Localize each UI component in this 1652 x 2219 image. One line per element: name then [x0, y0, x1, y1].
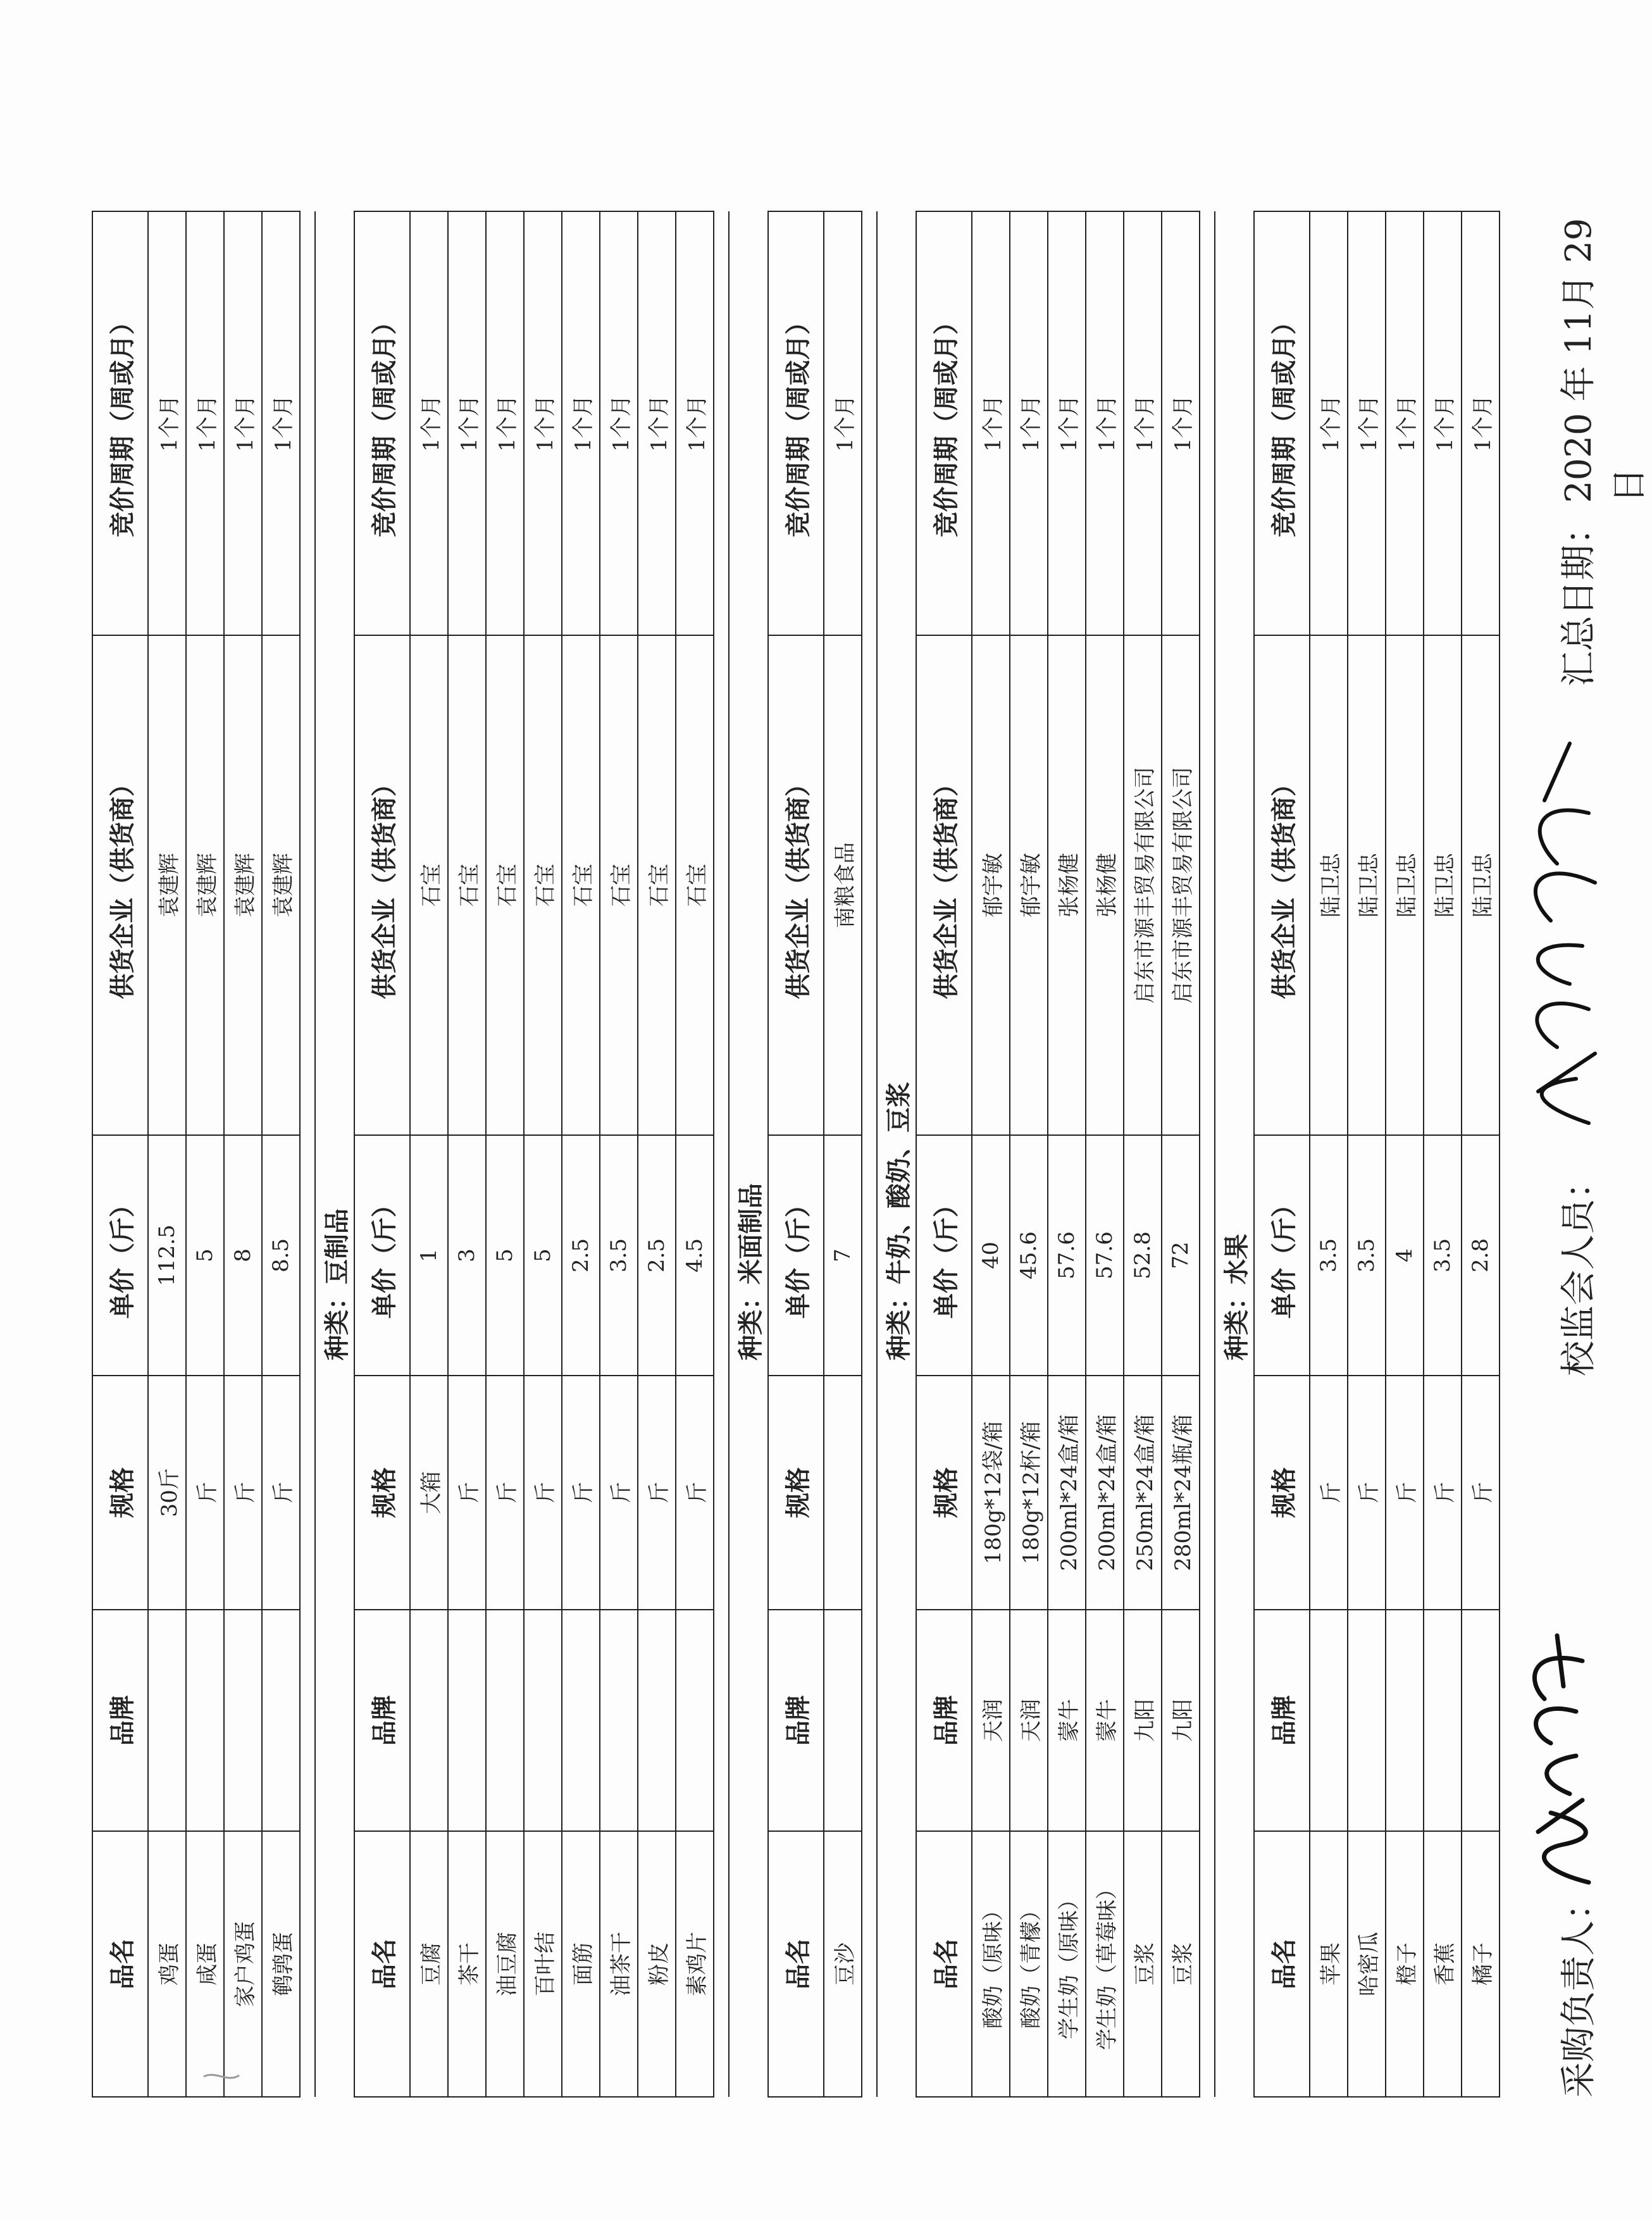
cell-period: 1个月 — [600, 211, 638, 635]
column-header: 供货企业（供货商） — [1254, 635, 1310, 1135]
cell-brand — [186, 1610, 224, 1831]
cell-price: 2.8 — [1462, 1135, 1500, 1376]
cell-period: 1个月 — [1086, 211, 1124, 635]
cell-name: 豆沙 — [824, 1831, 862, 2097]
cell-spec: 斤 — [562, 1376, 600, 1610]
column-header: 竞价周期（周或月） — [768, 211, 824, 635]
column-header: 规格 — [1254, 1376, 1310, 1610]
section-gap — [1200, 211, 1215, 2097]
purchaser-label: 采购负责人： — [1558, 1885, 1599, 2098]
cell-name: 面筋 — [562, 1831, 600, 2097]
cell-name: 鸡蛋 — [148, 1831, 186, 2097]
table-row — [186, 211, 224, 2097]
column-header: 单价（斤） — [768, 1135, 824, 1376]
column-header: 品牌 — [768, 1610, 824, 1831]
column-header: 品牌 — [916, 1610, 972, 1831]
cell-spec — [824, 1376, 862, 1610]
cell-supplier: 袁建辉 — [186, 635, 224, 1135]
cell-period: 1个月 — [1348, 211, 1386, 635]
cell-brand — [448, 1610, 486, 1831]
cell-supplier: 石宝 — [524, 635, 562, 1135]
cell-supplier: 陆卫忠 — [1462, 635, 1500, 1135]
cell-price: 3 — [448, 1135, 486, 1376]
cell-spec: 斤 — [676, 1376, 714, 1610]
cell-brand: 天润 — [1010, 1610, 1048, 1831]
date-label: 汇总日期： — [1558, 509, 1599, 687]
cell-period: 1个月 — [1386, 211, 1424, 635]
cell-spec: 斤 — [1310, 1376, 1348, 1610]
column-header: 竞价周期（周或月） — [1254, 211, 1310, 635]
cell-supplier: 袁建辉 — [262, 635, 300, 1135]
cell-name: 苹果 — [1310, 1831, 1348, 2097]
cell-spec: 斤 — [224, 1376, 262, 1610]
table-row — [1386, 211, 1424, 2097]
table-row — [262, 211, 300, 2097]
table-row — [824, 211, 862, 2097]
cell-brand — [824, 1610, 862, 1831]
cell-price: 3.5 — [600, 1135, 638, 1376]
cell-name: 香蕉 — [1424, 1831, 1462, 2097]
cell-name: 百叶结 — [524, 1831, 562, 2097]
cell-brand — [600, 1610, 638, 1831]
cell-brand — [148, 1610, 186, 1831]
cell-name: 家户鸡蛋 — [224, 1831, 262, 2097]
column-header: 品牌 — [92, 1610, 148, 1831]
cell-spec: 斤 — [1424, 1376, 1462, 1610]
cell-period: 1个月 — [410, 211, 448, 635]
cell-name: 咸蛋 — [186, 1831, 224, 2097]
cell-name: 酸奶（原味） — [972, 1831, 1010, 2097]
table-row — [638, 211, 676, 2097]
cell-brand — [1348, 1610, 1386, 1831]
category-title: 种类：牛奶、酸奶、豆浆 — [877, 211, 916, 1376]
cell-brand — [638, 1610, 676, 1831]
cell-price: 57.6 — [1048, 1135, 1086, 1376]
scan-speck — [202, 2069, 240, 2084]
cell-period: 1个月 — [676, 211, 714, 635]
section-gap — [862, 211, 877, 2097]
column-header: 规格 — [354, 1376, 410, 1610]
cell-name: 油豆腐 — [486, 1831, 524, 2097]
cell-supplier: 启东市源丰贸易有限公司 — [1162, 635, 1200, 1135]
cell-price: 57.6 — [1086, 1135, 1124, 1376]
column-header: 品名 — [916, 1831, 972, 2097]
cell-spec: 斤 — [1386, 1376, 1424, 1610]
category-spacer — [1215, 1376, 1254, 2097]
column-header: 供货企业（供货商） — [768, 635, 824, 1135]
gap-cell — [862, 211, 877, 2097]
column-header: 供货企业（供货商） — [916, 635, 972, 1135]
cell-spec: 200ml*24盒/箱 — [1048, 1376, 1086, 1610]
header-row — [354, 211, 410, 2097]
cell-supplier: 袁建辉 — [148, 635, 186, 1135]
cell-price: 52.8 — [1124, 1135, 1162, 1376]
cell-price: 2.5 — [638, 1135, 676, 1376]
cell-name: 素鸡片 — [676, 1831, 714, 2097]
date-value: 2020 年 11月 29日 — [1558, 218, 1650, 503]
cell-spec: 斤 — [186, 1376, 224, 1610]
cell-period: 1个月 — [1310, 211, 1348, 635]
header-row — [768, 211, 824, 2097]
cell-name: 粉皮 — [638, 1831, 676, 2097]
column-header: 竞价周期（周或月） — [92, 211, 148, 635]
cell-supplier: 石宝 — [448, 635, 486, 1135]
column-header: 品牌 — [1254, 1610, 1310, 1831]
gap-cell — [300, 211, 315, 2097]
table-row — [1310, 211, 1348, 2097]
table-row — [1048, 211, 1086, 2097]
section-gap — [300, 211, 315, 2097]
header-row — [92, 211, 148, 2097]
cell-spec: 180g*12杯/箱 — [1010, 1376, 1048, 1610]
cell-brand — [676, 1610, 714, 1831]
cell-supplier: 陆卫忠 — [1386, 635, 1424, 1135]
cell-brand — [486, 1610, 524, 1831]
cell-period: 1个月 — [562, 211, 600, 635]
cell-brand: 蒙牛 — [1048, 1610, 1086, 1831]
category-title: 种类：水果 — [1215, 211, 1254, 1376]
cell-price: 5 — [524, 1135, 562, 1376]
header-row — [1254, 211, 1310, 2097]
cell-spec: 280ml*24瓶/箱 — [1162, 1376, 1200, 1610]
cell-name: 学生奶（原味） — [1048, 1831, 1086, 2097]
table-row — [1424, 211, 1462, 2097]
cell-supplier: 袁建辉 — [224, 635, 262, 1135]
cell-name: 油茶干 — [600, 1831, 638, 2097]
cell-period: 1个月 — [486, 211, 524, 635]
cell-period: 1个月 — [186, 211, 224, 635]
cell-name: 豆浆 — [1124, 1831, 1162, 2097]
cell-name: 学生奶（草莓味） — [1086, 1831, 1124, 2097]
cell-period: 1个月 — [524, 211, 562, 635]
cell-brand: 蒙牛 — [1086, 1610, 1124, 1831]
cell-spec: 200ml*24盒/箱 — [1086, 1376, 1124, 1610]
cell-brand: 九阳 — [1124, 1610, 1162, 1831]
table-row — [972, 211, 1010, 2097]
cell-price: 1 — [410, 1135, 448, 1376]
column-header: 规格 — [768, 1376, 824, 1610]
cell-spec: 斤 — [448, 1376, 486, 1610]
cell-price: 5 — [486, 1135, 524, 1376]
table-row — [524, 211, 562, 2097]
column-header: 供货企业（供货商） — [92, 635, 148, 1135]
cell-spec: 斤 — [600, 1376, 638, 1610]
cell-price: 72 — [1162, 1135, 1200, 1376]
cell-brand: 天润 — [972, 1610, 1010, 1831]
cell-supplier: 陆卫忠 — [1348, 635, 1386, 1135]
column-header: 品名 — [92, 1831, 148, 2097]
cell-supplier: 石宝 — [676, 635, 714, 1135]
cell-name: 橙子 — [1386, 1831, 1424, 2097]
cell-supplier: 郁宇敏 — [972, 635, 1010, 1135]
cell-supplier: 石宝 — [600, 635, 638, 1135]
cell-name: 哈密瓜 — [1348, 1831, 1386, 2097]
cell-brand — [1462, 1610, 1500, 1831]
cell-supplier: 石宝 — [410, 635, 448, 1135]
table-row — [410, 211, 448, 2097]
category-spacer — [877, 1376, 916, 2097]
price-table — [92, 211, 1500, 2098]
cell-supplier: 张杨健 — [1048, 635, 1086, 1135]
footer — [1500, 212, 1650, 2098]
cell-price: 112.5 — [148, 1135, 186, 1376]
cell-period: 1个月 — [448, 211, 486, 635]
cell-spec: 大箱 — [410, 1376, 448, 1610]
table-row — [562, 211, 600, 2097]
cell-brand — [262, 1610, 300, 1831]
cell-brand — [524, 1610, 562, 1831]
cell-supplier: 郁宇敏 — [1010, 635, 1048, 1135]
column-header: 竞价周期（周或月） — [916, 211, 972, 635]
section-gap — [714, 211, 729, 2097]
cell-supplier: 陆卫忠 — [1310, 635, 1348, 1135]
category-row — [877, 211, 916, 2097]
cell-supplier: 陆卫忠 — [1424, 635, 1462, 1135]
column-header: 品名 — [1254, 1831, 1310, 2097]
cell-name: 豆腐 — [410, 1831, 448, 2097]
table-row — [1086, 211, 1124, 2097]
table-row — [1124, 211, 1162, 2097]
column-header: 竞价周期（周或月） — [354, 211, 410, 635]
table-row — [1348, 211, 1386, 2097]
column-header: 单价（斤） — [916, 1135, 972, 1376]
category-title: 种类：米面制品 — [729, 211, 768, 1376]
cell-price: 8.5 — [262, 1135, 300, 1376]
cell-supplier: 石宝 — [486, 635, 524, 1135]
column-header: 规格 — [916, 1376, 972, 1610]
cell-spec: 斤 — [1348, 1376, 1386, 1610]
category-row — [1215, 211, 1254, 2097]
cell-brand — [410, 1610, 448, 1831]
cell-brand — [1424, 1610, 1462, 1831]
table-row — [448, 211, 486, 2097]
cell-spec: 斤 — [1462, 1376, 1500, 1610]
header-row — [916, 211, 972, 2097]
column-header: 单价（斤） — [92, 1135, 148, 1376]
table-row — [1010, 211, 1048, 2097]
category-row — [315, 211, 354, 2097]
cell-price: 4 — [1386, 1135, 1424, 1376]
cell-spec: 30斤 — [148, 1376, 186, 1610]
cell-price: 45.6 — [1010, 1135, 1048, 1376]
cell-spec: 斤 — [638, 1376, 676, 1610]
cell-name: 鹌鹑蛋 — [262, 1831, 300, 2097]
cell-spec: 180g*12袋/箱 — [972, 1376, 1010, 1610]
cell-period: 1个月 — [1162, 211, 1200, 635]
supervisor-label: 校监会人员： — [1558, 1164, 1599, 1376]
gap-cell — [714, 211, 729, 2097]
purchaser-signature — [1513, 1623, 1601, 1889]
table-row — [676, 211, 714, 2097]
column-header: 单价（斤） — [1254, 1135, 1310, 1376]
category-spacer — [729, 1376, 768, 2097]
cell-period: 1个月 — [638, 211, 676, 635]
cell-brand — [1386, 1610, 1424, 1831]
table-row — [1162, 211, 1200, 2097]
cell-period: 1个月 — [972, 211, 1010, 635]
cell-brand — [562, 1610, 600, 1831]
cell-brand: 九阳 — [1162, 1610, 1200, 1831]
cell-period: 1个月 — [824, 211, 862, 635]
column-header: 品牌 — [354, 1610, 410, 1831]
gap-cell — [1200, 211, 1215, 2097]
column-header: 单价（斤） — [354, 1135, 410, 1376]
cell-spec: 斤 — [486, 1376, 524, 1610]
rotated-page — [92, 187, 1650, 2116]
table-row — [486, 211, 524, 2097]
cell-period: 1个月 — [1424, 211, 1462, 635]
cell-spec: 斤 — [524, 1376, 562, 1610]
category-spacer — [315, 1376, 354, 2097]
cell-period: 1个月 — [1010, 211, 1048, 635]
cell-name: 酸奶（青檬） — [1010, 1831, 1048, 2097]
cell-price: 8 — [224, 1135, 262, 1376]
table-row — [600, 211, 638, 2097]
cell-spec: 250ml*24盒/箱 — [1124, 1376, 1162, 1610]
cell-price: 4.5 — [676, 1135, 714, 1376]
cell-price: 7 — [824, 1135, 862, 1376]
category-row — [729, 211, 768, 2097]
column-header: 供货企业（供货商） — [354, 635, 410, 1135]
cell-brand — [1310, 1610, 1348, 1831]
cell-spec: 斤 — [262, 1376, 300, 1610]
cell-supplier: 张杨健 — [1086, 635, 1124, 1135]
cell-price: 5 — [186, 1135, 224, 1376]
cell-brand — [224, 1610, 262, 1831]
cell-period: 1个月 — [224, 211, 262, 635]
cell-period: 1个月 — [1124, 211, 1162, 635]
cell-period: 1个月 — [148, 211, 186, 635]
cell-name: 橘子 — [1462, 1831, 1500, 2097]
cell-period: 1个月 — [262, 211, 300, 635]
column-header: 品名 — [768, 1831, 824, 2097]
cell-price: 40 — [972, 1135, 1010, 1376]
table-row — [224, 211, 262, 2097]
column-header: 规格 — [92, 1376, 148, 1610]
cell-supplier: 启东市源丰贸易有限公司 — [1124, 635, 1162, 1135]
cell-period: 1个月 — [1462, 211, 1500, 635]
cell-name: 茶干 — [448, 1831, 486, 2097]
supervisor-signature — [1513, 737, 1608, 1129]
cell-supplier: 南粮食品 — [824, 635, 862, 1135]
table-row — [148, 211, 186, 2097]
cell-price: 3.5 — [1424, 1135, 1462, 1376]
cell-price: 2.5 — [562, 1135, 600, 1376]
cell-name: 豆浆 — [1162, 1831, 1200, 2097]
cell-price: 3.5 — [1310, 1135, 1348, 1376]
column-header: 品名 — [354, 1831, 410, 2097]
cell-period: 1个月 — [1048, 211, 1086, 635]
cell-supplier: 石宝 — [638, 635, 676, 1135]
table-row — [1462, 211, 1500, 2097]
cell-supplier: 石宝 — [562, 635, 600, 1135]
category-title: 种类：豆制品 — [315, 211, 354, 1376]
cell-price: 3.5 — [1348, 1135, 1386, 1376]
